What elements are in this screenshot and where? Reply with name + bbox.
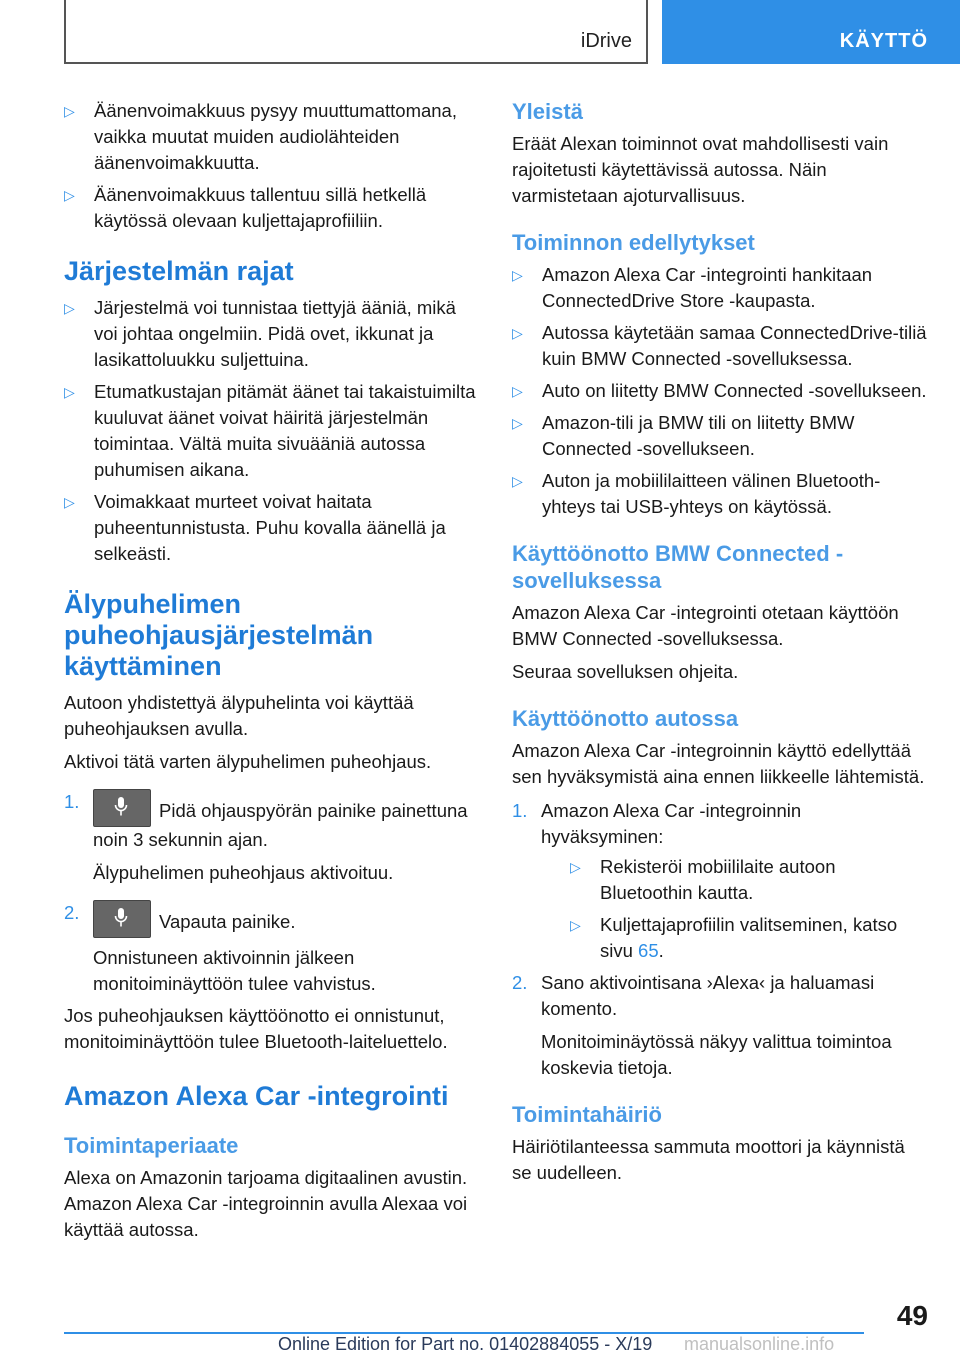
heading-system-limits: Järjestelmän rajat	[64, 256, 294, 286]
heading-general: Yleistä	[512, 99, 583, 124]
step-text: Sano aktivointisana ›Alexa‹ ja haluamasi komento.	[541, 972, 875, 1019]
step-number: 1.	[512, 800, 528, 821]
paragraph: Häiriötilanteessa sammuta moottori ja käynnistä se uudelleen.	[512, 1136, 905, 1183]
step-item	[512, 970, 928, 1081]
paragraph: Amazon Alexa Car -integrointi otetaan käyttöön BMW Connected -sovelluksessa.	[512, 602, 899, 649]
step-text: Vapauta painike.	[159, 911, 296, 932]
step-result: Onnistuneen aktivoinnin jälkeen monitoiminäyttöön tulee vahvistus.	[93, 947, 376, 994]
list-item: ▷ Äänenvoimakkuus tallentuu sillä hetkellä käytössä olevaan kuljettajaprofiiliin.	[64, 182, 478, 234]
footer-edition: Online Edition for Part no. 01402884055 - X/19	[278, 1334, 653, 1354]
step-item	[64, 900, 478, 997]
list-item: ▷ Auto on liitetty BMW Connected -sovellukseen.	[512, 378, 928, 404]
volume-bullet-list	[64, 98, 478, 234]
smartphone-steps	[64, 789, 478, 997]
microphone-icon	[114, 796, 128, 818]
list-item: ▷ Etumatkustajan pitämät äänet tai takaistuimilta kuuluvat äänet voivat häiritä järjestelmän toimintaa. Vältä muita sivuääniä autossa puhumisen aikana.	[64, 379, 478, 483]
sub-item-end: .	[658, 940, 664, 961]
list-item: ▷ Järjestelmä voi tunnistaa tiettyjä ääniä, mikä voi johtaa ongelmiin. Pidä ovet, ikkunat ja lasikattoluukku suljettuina.	[64, 295, 478, 373]
list-item: ▷ Auton ja mobiililaitteen välinen Bluetooth-yhteys tai USB-yhteys on käytössä.	[512, 468, 928, 520]
left-column	[64, 98, 478, 1250]
footer-watermark: manualsonline.info	[684, 1334, 835, 1354]
list-item: ▷ Voimakkaat murteet voivat haitata puheentunnistusta. Puhu kovalla äänellä ja selkeästi.	[64, 489, 478, 567]
paragraph: Amazon Alexa Car -integroinnin käyttö edellyttää sen hyväksymistä aina ennen liikkeelle lähtemistä.	[512, 740, 925, 787]
car-setup-steps	[512, 798, 928, 1081]
list-item	[570, 912, 928, 964]
step-text: Amazon Alexa Car -integroinnin hyväksyminen:	[541, 800, 802, 847]
step-item	[64, 789, 478, 886]
list-item: ▷ Äänenvoimakkuus pysyy muuttumattomana, vaikka muutat muiden audiolähteiden äänenvoimakkuutta.	[64, 98, 478, 176]
right-column	[512, 98, 928, 1193]
microphone-icon	[114, 907, 128, 929]
paragraph: Eräät Alexan toiminnot ovat mahdollisesti vain rajoitetusti käytettävissä autossa. Näin varmistetaan ajoturvallisuus.	[512, 133, 889, 206]
step-result: Monitoiminäytössä näkyy valittua toimintoa koskevia tietoja.	[541, 1031, 892, 1078]
heading-car-setup: Käyttöönotto autossa	[512, 706, 739, 731]
limits-list	[64, 295, 478, 567]
page-number: 49	[896, 1300, 928, 1331]
list-item: ▷ Amazon Alexa Car -integrointi hankitaan ConnectedDrive Store -kaupasta.	[512, 262, 928, 314]
header-tab	[662, 0, 960, 64]
list-item: ▷ Amazon-tili ja BMW tili on liitetty BMW Connected -sovellukseen.	[512, 410, 928, 462]
list-item: ▷ Rekisteröi mobiililaite autoon Bluetoothin kautta.	[570, 854, 928, 906]
heading-app-setup: Käyttöönotto BMW Connected -sovelluksessa	[512, 541, 844, 593]
page-link[interactable]: 65	[638, 940, 659, 961]
paragraph: Seuraa sovelluksen ohjeita.	[512, 661, 739, 682]
header-tab-label: KÄYTTÖ	[839, 30, 928, 52]
paragraph: Aktivoi tätä varten älypuhelimen puheohjaus.	[64, 751, 432, 772]
heading-malfunction: Toimintahäiriö	[512, 1102, 662, 1127]
step-number: 1.	[64, 791, 80, 812]
step-number: 2.	[64, 902, 80, 923]
step-item	[512, 798, 928, 964]
paragraph: Jos puheohjauksen käyttöönotto ei onnistunut, monitoiminäyttöön tulee Bluetooth-laiteluettelo.	[64, 1005, 448, 1052]
list-item: ▷ Autossa käytetään samaa ConnectedDrive-tiliä kuin BMW Connected -sovelluksessa.	[512, 320, 928, 372]
requirements-list	[512, 262, 928, 520]
header-section: iDrive	[580, 30, 632, 52]
step-number: 2.	[512, 972, 528, 993]
heading-smartphone-voice: Älypuhelimen puheohjausjärjestelmän käyttäminen	[64, 589, 374, 681]
steering-wheel-voice-button	[93, 900, 151, 938]
heading-alexa-integration: Amazon Alexa Car -integrointi	[64, 1081, 449, 1111]
paragraph: Alexa on Amazonin tarjoama digitaalinen avustin. Amazon Alexa Car -integroinnin avulla Alexaa voi käyttää autossa.	[64, 1167, 468, 1240]
steering-wheel-voice-button	[93, 789, 151, 827]
paragraph: Autoon yhdistettyä älypuhelinta voi käyttää puheohjauksen avulla.	[64, 692, 414, 739]
step-text: Pidä ohjauspyörän painike painettuna noin 3 sekunnin ajan.	[93, 800, 468, 850]
header-box	[64, 0, 648, 64]
heading-operating-principle: Toimintaperiaate	[64, 1133, 239, 1158]
sub-list	[570, 854, 928, 964]
step-result: Älypuhelimen puheohjaus aktivoituu.	[93, 862, 394, 883]
heading-requirements: Toiminnon edellytykset	[512, 230, 755, 255]
sub-item-text: Kuljettajaprofiilin valitseminen, katso sivu	[600, 914, 898, 961]
